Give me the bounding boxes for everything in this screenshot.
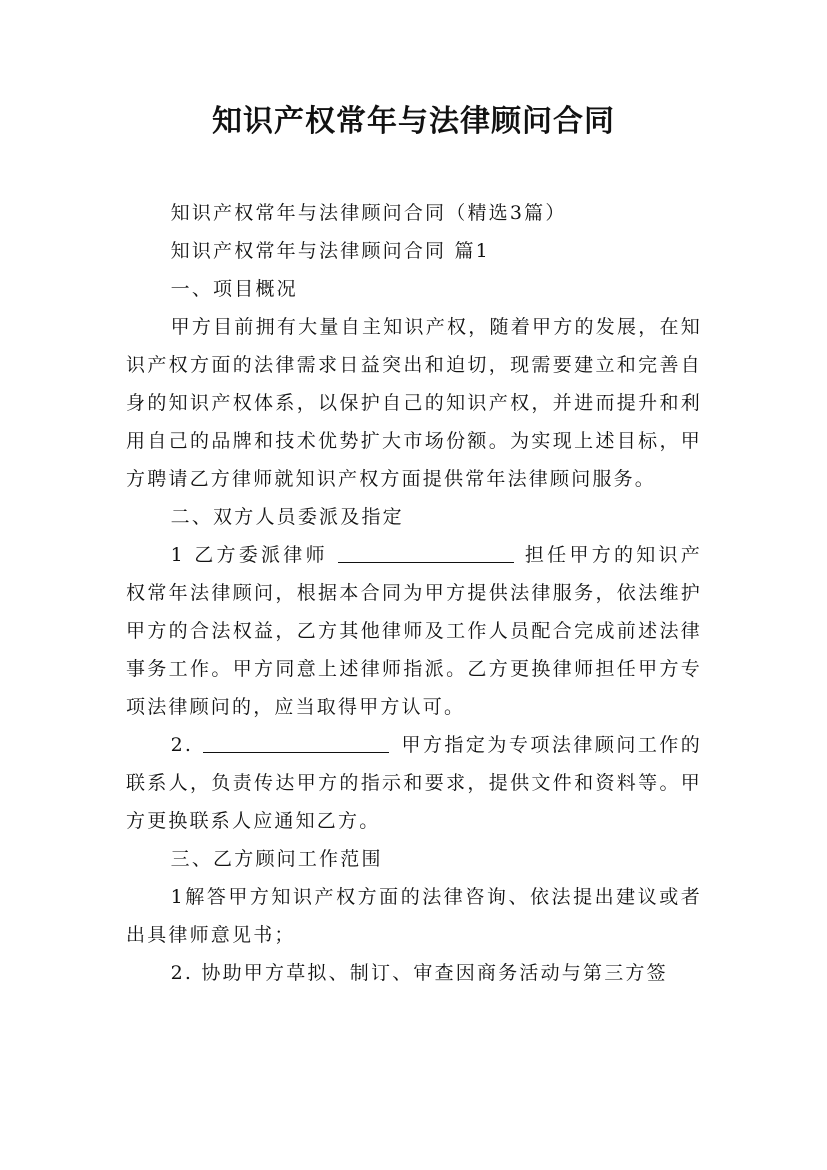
item-2-text: 甲方指定为专项法律顾问工作的联系人，负责传达甲方的指示和要求，提供文件和资料等。甲方更换联系人应通知乙方。 xyxy=(126,734,702,832)
section-heading-scope: 三、乙方顾问工作范围 xyxy=(170,848,383,870)
document-title: 知识产权常年与法律顾问合同 xyxy=(212,104,615,139)
scope-item-2: 2. 协助甲方草拟、制订、审查因商务活动与第三方签 xyxy=(170,962,668,984)
overview-paragraph: 甲方目前拥有大量自主知识产权，随着甲方的发展，在知识产权方面的法律需求日益突出和迫切，现需要建立和完善自身的知识产权体系，以保护自己的知识产权，并进而提升和利用自己的品牌和技术优势扩大市场份额。为实现上述目标，甲方聘请乙方律师就知识产权方面提供常年法律顾问服务。 xyxy=(126,316,702,490)
item-1-prefix: 1 乙方委派律师 xyxy=(170,544,328,566)
document-subtitle: 知识产权常年与法律顾问合同（精选3篇） xyxy=(170,202,567,224)
part-heading: 知识产权常年与法律顾问合同 篇1 xyxy=(170,240,490,262)
lawyer-name-blank xyxy=(338,543,514,563)
section-heading-overview: 一、项目概况 xyxy=(170,278,298,300)
contact-name-blank xyxy=(203,733,389,753)
section-heading-personnel: 二、双方人员委派及指定 xyxy=(170,506,404,528)
item-2-prefix: 2. xyxy=(170,734,194,756)
item-1-text: 担任甲方的知识产权常年法律顾问，根据本合同为甲方提供法律服务，依法维护甲方的合法权益，乙方其他律师及工作人员配合完成前述法律事务工作。甲方同意上述律师指派。乙方更换律师担任甲方专项法律顾问的，应当取得甲方认可。 xyxy=(126,544,702,718)
personnel-item-2 xyxy=(126,726,702,840)
document-body xyxy=(126,194,702,992)
scope-item-1: 1解答甲方知识产权方面的法律咨询、依法提出建议或者出具律师意见书； xyxy=(126,886,702,946)
personnel-item-1 xyxy=(126,536,702,726)
